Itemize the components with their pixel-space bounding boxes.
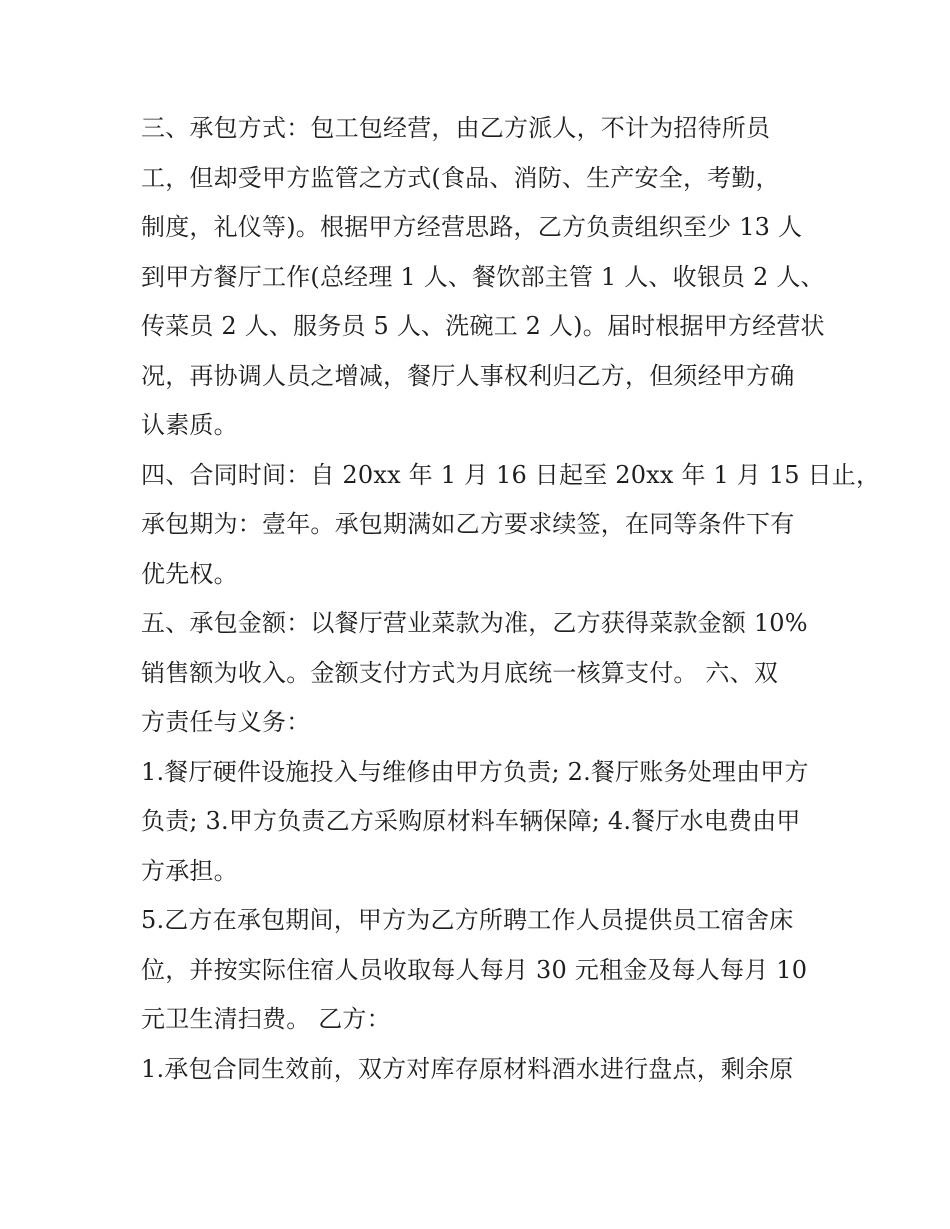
- text-line: 方责任与义务：: [141, 708, 311, 736]
- text-line: 认素质。: [141, 411, 238, 439]
- text-line: 5.乙方在承包期间，甲方为乙方所聘工作人员提供员工宿舍床: [141, 906, 794, 934]
- paragraph-contract-amount: [141, 599, 821, 748]
- text-line: 到甲方餐厅工作(总经理 1 人、餐饮部主管 1 人、收银员 2 人、: [141, 262, 825, 291]
- text-line: 制度，礼仪等)。根据甲方经营思路，乙方负责组织至少 13 人: [141, 213, 803, 241]
- paragraph-party-a-duties: [141, 748, 821, 897]
- text-line: 位，并按实际住宿人员收取每人每月 30 元租金及每人每月 10: [141, 955, 808, 984]
- text-line: 工，但却受甲方监管之方式(食品、消防、生产安全，考勤，: [141, 163, 780, 192]
- text-line: 优先权。: [141, 559, 238, 588]
- text-line: 四、合同时间：自 20xx 年 1 月 16 日起至 20xx 年 1 月 15 日止，: [141, 460, 881, 489]
- text-line: 三、承包方式：包工包经营，由乙方派人，不计为招待所员: [141, 114, 771, 142]
- paragraph-contract-method: [141, 104, 825, 451]
- document-body: [141, 104, 881, 1094]
- text-line: 1.餐厅硬件设施投入与维修由甲方负责; 2.餐厅账务处理由甲方: [141, 757, 809, 786]
- text-line: 况，再协调人员之增减，餐厅人事权利归乙方，但须经甲方确: [141, 361, 795, 390]
- paragraph-party-b-duties: [141, 1045, 821, 1095]
- text-line: 传菜员 2 人、服务员 5 人、洗碗工 2 人)。届时根据甲方经营状: [141, 312, 825, 340]
- text-line: 五、承包金额：以餐厅营业菜款为准，乙方获得菜款金额 10%: [141, 609, 808, 637]
- text-line: 负责; 3.甲方负责乙方采购原材料车辆保障; 4.餐厅水电费由甲: [141, 807, 801, 835]
- text-line: 方承担。: [141, 856, 238, 885]
- paragraph-staff-dormitory: [141, 896, 821, 1045]
- text-line: 销售额为收入。金额支付方式为月底统一核算支付。 六、双: [141, 658, 779, 687]
- text-line: 元卫生清扫费。 乙方：: [141, 1005, 391, 1033]
- text-line: 承包期为：壹年。承包期满如乙方要求续签，在同等条件下有: [141, 510, 795, 538]
- paragraph-contract-period: [141, 451, 881, 600]
- text-line: 1.承包合同生效前，双方对库存原材料酒水进行盘点，剩余原: [141, 1054, 794, 1083]
